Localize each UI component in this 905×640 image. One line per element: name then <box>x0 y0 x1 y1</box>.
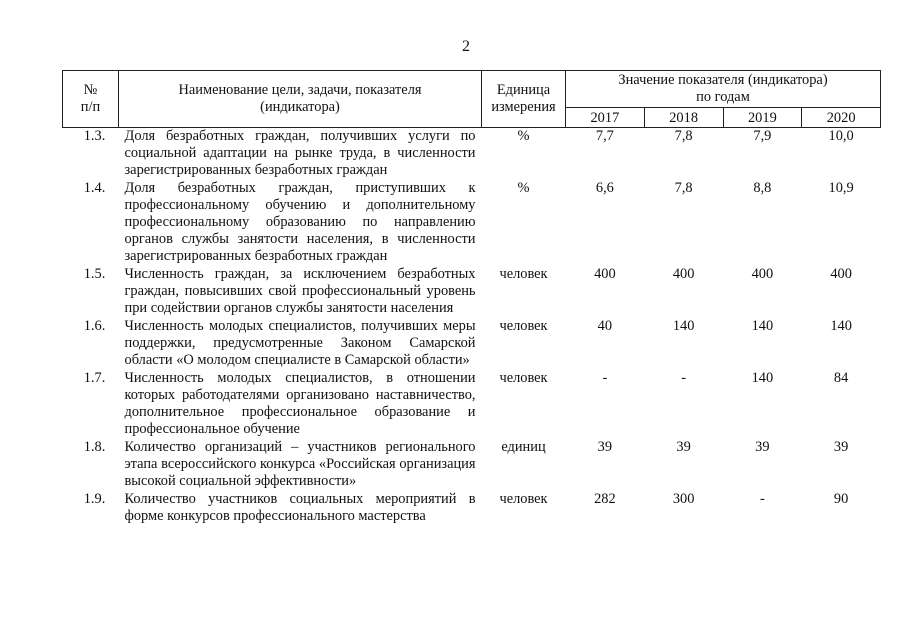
table-row <box>63 491 881 526</box>
value-2018: 7,8 <box>674 180 693 196</box>
value-2018: 400 <box>672 266 695 282</box>
table-row <box>63 318 881 370</box>
value-2020: 39 <box>833 439 849 455</box>
indicator-name: Количество организаций – участников регионального этапа всероссийского конкурса «Российская организация высокой социальной эффективности» <box>124 439 476 489</box>
table-row <box>63 370 881 439</box>
unit-cell: человек <box>499 491 548 507</box>
table-row <box>63 439 881 491</box>
value-2020: 10,0 <box>828 128 854 144</box>
value-2020: 90 <box>833 491 849 507</box>
header-year-2017: 2017 <box>566 108 645 128</box>
header-num: № п/п <box>63 71 119 128</box>
indicator-name: Численность молодых специалистов, получивших меры поддержки, предусмотренные Законом Самарской области «О молодом специалисте в Самарской области» <box>124 318 476 368</box>
header-year-2019: 2019 <box>723 108 802 128</box>
value-2020: 10,9 <box>828 180 854 196</box>
value-2017: 282 <box>594 491 616 507</box>
header-name: Наименование цели, задачи, показателя (индикатора) <box>119 71 482 128</box>
row-number: 1.5. <box>83 266 106 282</box>
value-2019: 400 <box>751 266 774 282</box>
value-2019: 7,9 <box>753 128 772 144</box>
indicators-table <box>62 70 881 526</box>
value-2019: 140 <box>751 318 774 334</box>
value-2017: 400 <box>594 266 616 282</box>
value-2020: 140 <box>830 318 852 334</box>
row-number: 1.8. <box>83 439 106 455</box>
indicator-name: Доля безработных граждан, получивших услуги по социальной адаптации на рынке труда, в численности зарегистрированных безработных граждан <box>124 128 476 178</box>
row-number: 1.7. <box>83 370 106 386</box>
indicator-name: Количество участников социальных мероприятий в форме конкурсов профессионального мастерства <box>124 491 476 524</box>
value-2017: 7,7 <box>595 128 614 144</box>
indicator-name: Численность молодых специалистов, в отношении которых работодателями организовано наставничество, дополнительное профессиональное образование и профессиональное обучение <box>124 370 476 437</box>
header-values-group: Значение показателя (индикатора) по годам <box>566 71 881 108</box>
value-2018: 140 <box>672 318 695 334</box>
table-row <box>63 180 881 266</box>
unit-cell: человек <box>499 370 548 386</box>
page-number: 2 <box>462 38 470 55</box>
indicator-name: Численность граждан, за исключением безработных граждан, повысивших свой профессиональный уровень при содействии органов службы занятости населения <box>124 266 476 316</box>
value-2017: - <box>602 370 608 386</box>
table-header <box>63 71 881 128</box>
table-row <box>63 128 881 181</box>
unit-cell: человек <box>499 318 548 334</box>
table-body <box>63 128 881 527</box>
unit-cell: % <box>517 128 530 144</box>
row-number: 1.6. <box>83 318 106 334</box>
value-2020: 84 <box>833 370 849 386</box>
header-year-2020: 2020 <box>802 108 881 128</box>
value-2018: 39 <box>676 439 691 455</box>
table-row <box>63 266 881 318</box>
value-2019: - <box>759 491 765 507</box>
unit-cell: единиц <box>501 439 546 455</box>
unit-cell: % <box>517 180 530 196</box>
value-2020: 400 <box>830 266 852 282</box>
indicator-name: Доля безработных граждан, приступивших к профессиональному обучению и дополнительному профессиональному образованию по направлению органов службы занятости населения, в численности зарегистрированных безработных граждан <box>124 180 476 264</box>
row-number: 1.9. <box>83 491 106 507</box>
value-2017: 40 <box>597 318 613 334</box>
unit-cell: человек <box>499 266 548 282</box>
value-2018: 300 <box>672 491 695 507</box>
value-2018: - <box>681 370 687 386</box>
value-2019: 140 <box>751 370 774 386</box>
value-2017: 6,6 <box>595 180 614 196</box>
header-year-2018: 2018 <box>644 108 723 128</box>
value-2017: 39 <box>597 439 613 455</box>
value-2019: 8,8 <box>753 180 772 196</box>
value-2018: 7,8 <box>674 128 693 144</box>
header-unit: Единица измерения <box>482 71 566 128</box>
row-number: 1.3. <box>83 128 106 144</box>
row-number: 1.4. <box>83 180 106 196</box>
value-2019: 39 <box>755 439 770 455</box>
